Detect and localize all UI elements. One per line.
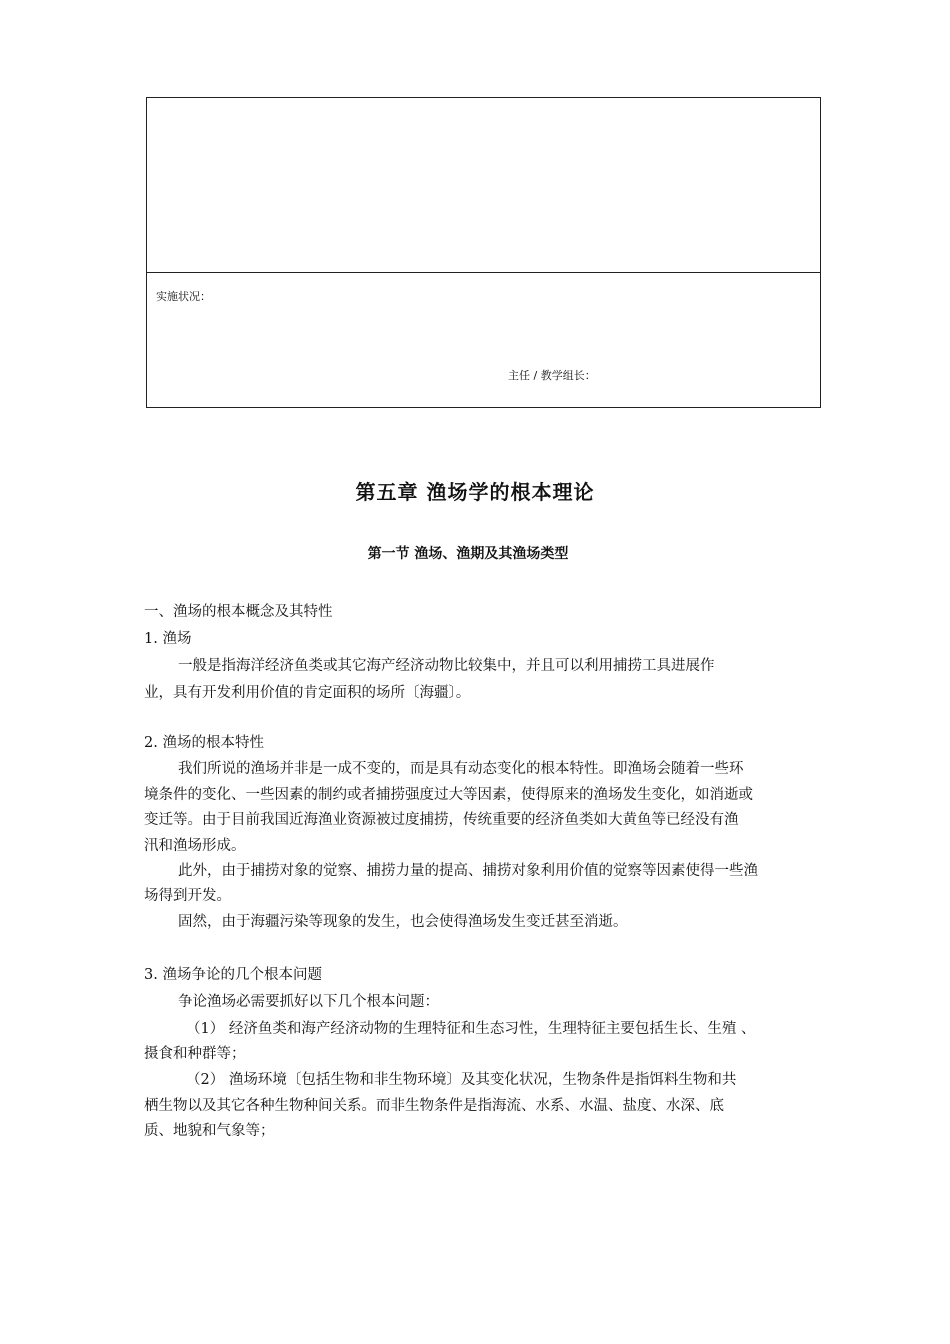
- paragraph-line: 此外，由于捕捞对象的觉察、捕捞力量的提高、捕捞对象利用价值的觉察等因素使得一些渔: [178, 863, 758, 879]
- paragraph-line: 固然，由于海疆污染等现象的发生，也会使得渔场发生变迁甚至消逝。: [178, 914, 628, 930]
- paragraph-line: 境条件的变化、一些因素的制约或者捕捞强度过大等因素，使得原来的渔场发生变化，如消逝或: [144, 787, 753, 803]
- paragraph-line: （1） 经济鱼类和海产经济动物的生理特征和生态习性，生理特征主要包括生长、生殖 、: [186, 1021, 756, 1037]
- paragraph-line: 质、地貌和气象等；: [144, 1123, 275, 1139]
- paragraph-line: 变迁等。由于目前我国近海渔业资源被过度捕捞，传统重要的经济鱼类如大黄鱼等已经没有渔: [144, 812, 739, 828]
- paragraph-line: 摄食和种群等；: [144, 1046, 246, 1062]
- paragraph-line: 业，具有开发利用价值的肯定面积的场所〔海疆〕。: [144, 685, 471, 701]
- director-label: 主任 / 教学组长：: [508, 369, 596, 382]
- form-divider: [147, 272, 820, 273]
- section-title: 第一节 渔场、渔期及其渔场类型: [367, 546, 569, 562]
- paragraph-line: 场得到开发。: [144, 888, 231, 904]
- item-1-title: 1. 渔场: [144, 631, 192, 647]
- paragraph-line: 我们所说的渔场并非是一成不变的，而是具有动态变化的根本特性。即渔场会随着一些环: [178, 761, 744, 777]
- form-table: [146, 97, 821, 408]
- paragraph-line: （2） 渔场环境〔包括生物和非生物环境〕及其变化状况，生物条件是指饵料生物和共: [186, 1072, 737, 1088]
- heading-1: 一、渔场的根本概念及其特性: [144, 604, 333, 620]
- status-label: 实施状况：: [156, 290, 211, 303]
- chapter-title: 第五章 渔场学的根本理论: [355, 480, 595, 504]
- paragraph-line: 一般是指海洋经济鱼类或其它海产经济动物比较集中，并且可以利用捕捞工具进展作: [178, 658, 715, 674]
- paragraph-line: 栖生物以及其它各种生物种间关系。而非生物条件是指海流、水系、水温、盐度、水深、底: [144, 1098, 724, 1114]
- paragraph-line: 争论渔场必需要抓好以下几个根本问题：: [178, 994, 439, 1010]
- item-2-title: 2. 渔场的根本特性: [144, 735, 264, 751]
- item-3-title: 3. 渔场争论的几个根本问题: [144, 967, 322, 983]
- paragraph-line: 汛和渔场形成。: [144, 838, 246, 854]
